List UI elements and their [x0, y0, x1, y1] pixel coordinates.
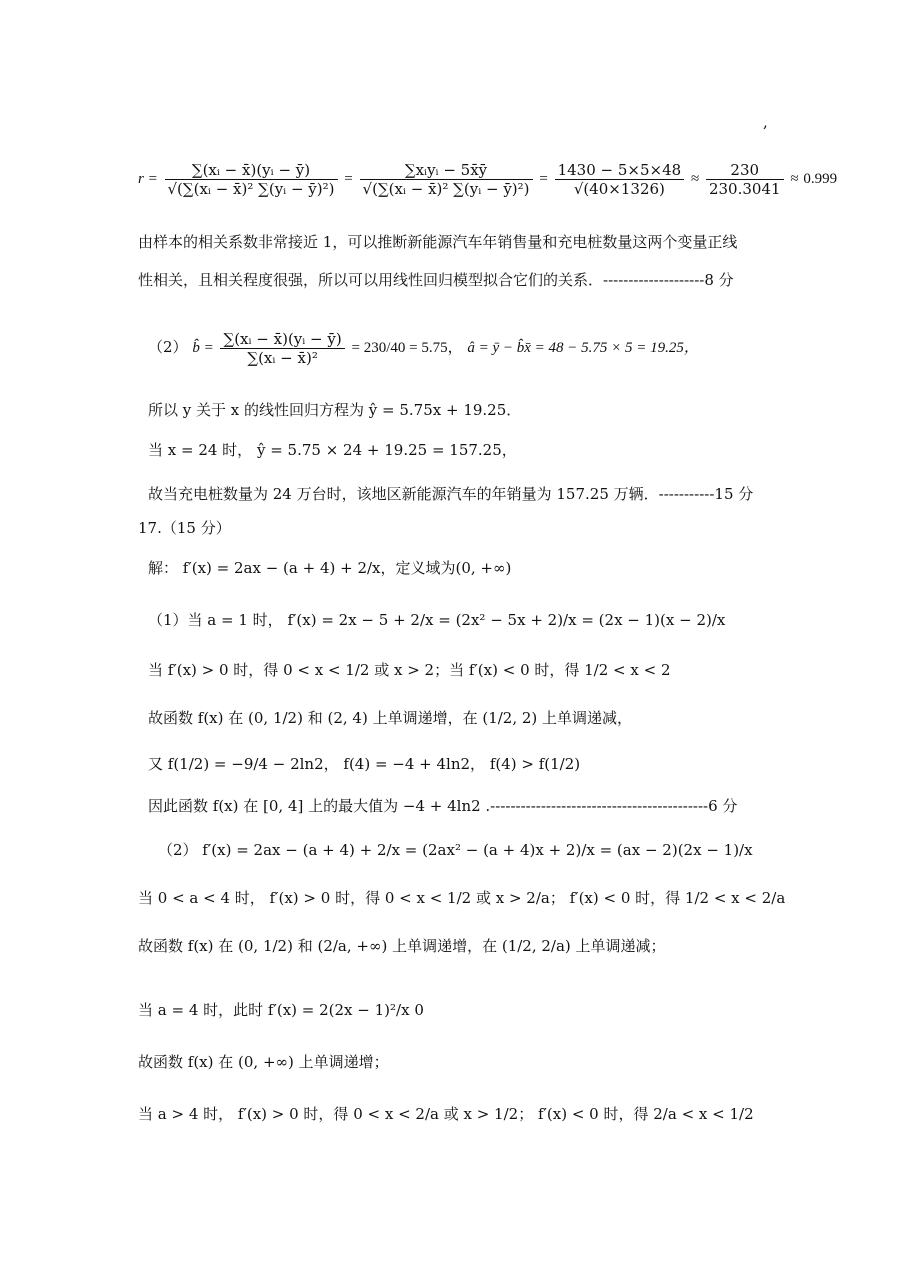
r-fraction-1 [165, 161, 338, 198]
q17-part2-derivative: （2） f′(x) = 2ax − (a + 4) + 2/x = (2ax² − (a + 4)x + 2)/x = (ax − 2)(2x − 1)/x [158, 841, 753, 859]
q17-part1-monotonic: 故函数 f(x) 在 (0, 1/2) 和 (2, 4) 上单调递增，在 (1/2, 2) 上单调递减， [148, 709, 633, 727]
b-fraction [220, 330, 344, 367]
conclusion-line: 故当充电桩数量为 24 万台时，该地区新能源汽车的年销量为 157.25 万辆．-----------15 分 [148, 485, 754, 503]
q17-part1-maximum: 因此函数 f(x) 在 [0, 4] 上的最大值为 −4 + 4ln2 .-------------------------------------------6 分 [148, 797, 738, 815]
r-numerator-1: ∑(xᵢ − x̄)(yᵢ − ȳ) [165, 161, 338, 180]
b-value: = 230/40 = 5.75， [351, 340, 463, 356]
r-numerator-2: ∑xᵢyᵢ − 5x̄ȳ [360, 161, 533, 180]
r-denominator-1: √(∑(xᵢ − x̄)² ∑(yᵢ − ȳ)²) [167, 179, 335, 198]
r-denominator-3: √(40×1326) [573, 179, 665, 198]
a-hat-equation: â = ȳ − b̂x̄ = 48 − 5.75 × 5 = 19.25， [467, 340, 699, 356]
b-numerator: ∑(xᵢ − x̄)(yᵢ − ȳ) [220, 330, 344, 349]
r-denominator-2: √(∑(xᵢ − x̄)² ∑(yᵢ − ȳ)²) [362, 179, 530, 198]
r-prefix: r = [138, 171, 158, 187]
b-denominator: ∑(xᵢ − x̄)² [247, 348, 318, 367]
part2-formula [148, 312, 699, 382]
correlation-formula: r = $\frac{\text{∑(xᵢ − x̄)(yᵢ − ȳ)}}{\text{√(∑(xᵢ − x̄)² ∑(yᵢ − ȳ)²)}}$ = $\frac{\text{∑xᵢyᵢ − 5x̄ȳ}}{\text{√(∑(xᵢ − x̄)² ∑(yᵢ − ȳ)²)}}$ = $\frac{1430 - 5\times 5\times 48}{√(40\times 1326)}$ ≈ $\frac{230}{230.3041}$ ≈ 0.999 [138, 160, 838, 198]
r-numerator-3: 1430 − 5×5×48 [555, 161, 685, 180]
q17-part1-derivative: （1）当 a = 1 时， f′(x) = 2x − 5 + 2/x = (2x² − 5x + 2)/x = (2x − 1)(x − 2)/x [148, 611, 726, 629]
q17-part2-case2: 当 a = 4 时，此时 f′(x) = 2(2x − 1)²/x 0 [138, 1001, 424, 1019]
paragraph-line-2: 性相关，且相关程度很强，所以可以用线性回归模型拟合它们的关系．--------------------8 分 [138, 271, 734, 289]
r-fraction-4 [706, 161, 784, 198]
approx-sign-2: ≈ [790, 171, 799, 187]
stray-mark: , [763, 113, 768, 131]
r-result: 0.999 [803, 171, 838, 187]
q17-part2-case2-monotonic: 故函数 f(x) 在 (0, +∞) 上单调递增； [138, 1053, 389, 1071]
r-fraction-3 [555, 161, 685, 198]
regression-equation-line: 所以 y 关于 x 的线性回归方程为 ŷ = 5.75x + 19.25． [148, 401, 522, 419]
q17-part1-intervals: 当 f′(x) > 0 时，得 0 < x < 1/2 或 x > 2；当 f′(x) < 0 时，得 1/2 < x < 2 [148, 661, 671, 679]
q17-solution-intro: 解： f′(x) = 2ax − (a + 4) + 2/x，定义域为(0, +∞) [148, 559, 512, 577]
r-numerator-4: 230 [706, 161, 784, 180]
r-fraction-2 [360, 161, 533, 198]
r-denominator-4: 230.3041 [708, 179, 781, 198]
q17-part2-case3: 当 a > 4 时， f′(x) > 0 时，得 0 < x < 2/a 或 x > 1/2； f′(x) < 0 时，得 2/a < x < 1/2 [138, 1105, 754, 1123]
part2-label: （2） [148, 338, 188, 356]
paragraph-line-1: 由样本的相关系数非常接近 1，可以推断新能源汽车年销售量和充电桩数量这两个变量正线 [138, 233, 738, 251]
approx-sign-1: ≈ [690, 171, 700, 187]
q17-part1-values: 又 f(1/2) = −9/4 − 2ln2， f(4) = −4 + 4ln2， f(4) > f(1/2) [148, 755, 581, 773]
b-hat: b̂ = [192, 340, 214, 356]
q17-part2-case1: 当 0 < a < 4 时， f′(x) > 0 时，得 0 < x < 1/2 或 x > 2/a； f′(x) < 0 时，得 1/2 < x < 2/a [138, 889, 786, 907]
q17-part2-case1-monotonic: 故函数 f(x) 在 (0, 1/2) 和 (2/a, +∞) 上单调递增，在 (1/2, 2/a) 上单调递减； [138, 937, 666, 955]
prediction-line: 当 x = 24 时， ŷ = 5.75 × 24 + 19.25 = 157.25， [148, 441, 517, 459]
question-17-title: 17.（15 分） [138, 519, 231, 537]
